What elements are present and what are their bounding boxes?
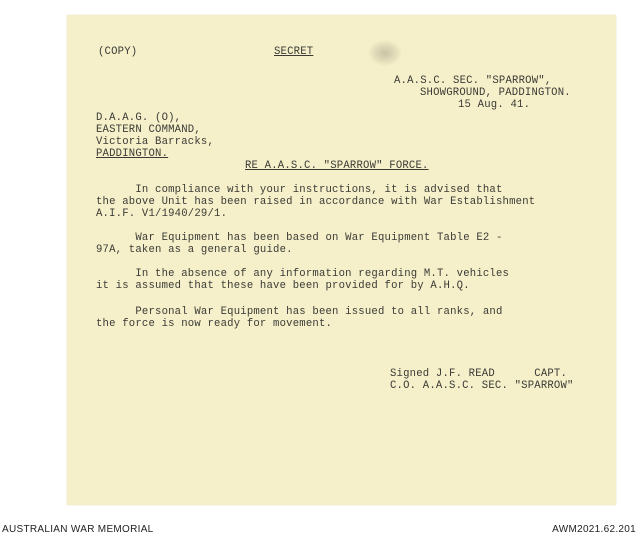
paragraph-1-line-3: A.I.F. V1/1940/29/1. xyxy=(96,208,228,220)
sender-line-1: A.A.S.C. SEC. "SPARROW", xyxy=(394,75,552,87)
classification: SECRET xyxy=(274,46,314,58)
paragraph-1-line-2: the above Unit has been raised in accordance with War Establishment xyxy=(96,196,536,208)
subject-line: RE A.A.S.C. "SPARROW" FORCE. xyxy=(245,160,429,172)
recipient-line-1: D.A.A.G. (O), xyxy=(96,112,182,124)
copy-mark: (COPY) xyxy=(98,46,138,58)
paragraph-2-line-1: War Equipment has been based on War Equipment Table E2 - xyxy=(96,232,503,244)
letter-date: 15 Aug. 41. xyxy=(458,99,531,111)
signature-line-1: Signed J.F. READ CAPT. xyxy=(390,368,568,380)
recipient-line-2: EASTERN COMMAND, xyxy=(96,124,201,136)
sender-line-2: SHOWGROUND, PADDINGTON. xyxy=(420,87,571,99)
recipient-line-3: Victoria Barracks, xyxy=(96,136,215,148)
footer-accession-number: AWM2021.62.201 xyxy=(552,524,636,535)
paragraph-2-line-2: 97A, taken as a general guide. xyxy=(96,244,293,256)
paragraph-4-line-1: Personal War Equipment has been issued to all ranks, and xyxy=(96,306,503,318)
paragraph-1-line-1: In compliance with your instructions, it is advised that xyxy=(96,184,503,196)
paragraph-3-line-1: In the absence of any information regarding M.T. vehicles xyxy=(96,268,510,280)
recipient-line-4: PADDINGTON. xyxy=(96,148,169,160)
paragraph-4-line-2: the force is now ready for movement. xyxy=(96,318,333,330)
footer-source: AUSTRALIAN WAR MEMORIAL xyxy=(2,524,154,535)
paragraph-3-line-2: it is assumed that these have been provided for by A.H.Q. xyxy=(96,280,470,292)
signature-line-2: C.O. A.A.S.C. SEC. "SPARROW" xyxy=(390,380,574,392)
ink-smudge xyxy=(368,40,402,66)
